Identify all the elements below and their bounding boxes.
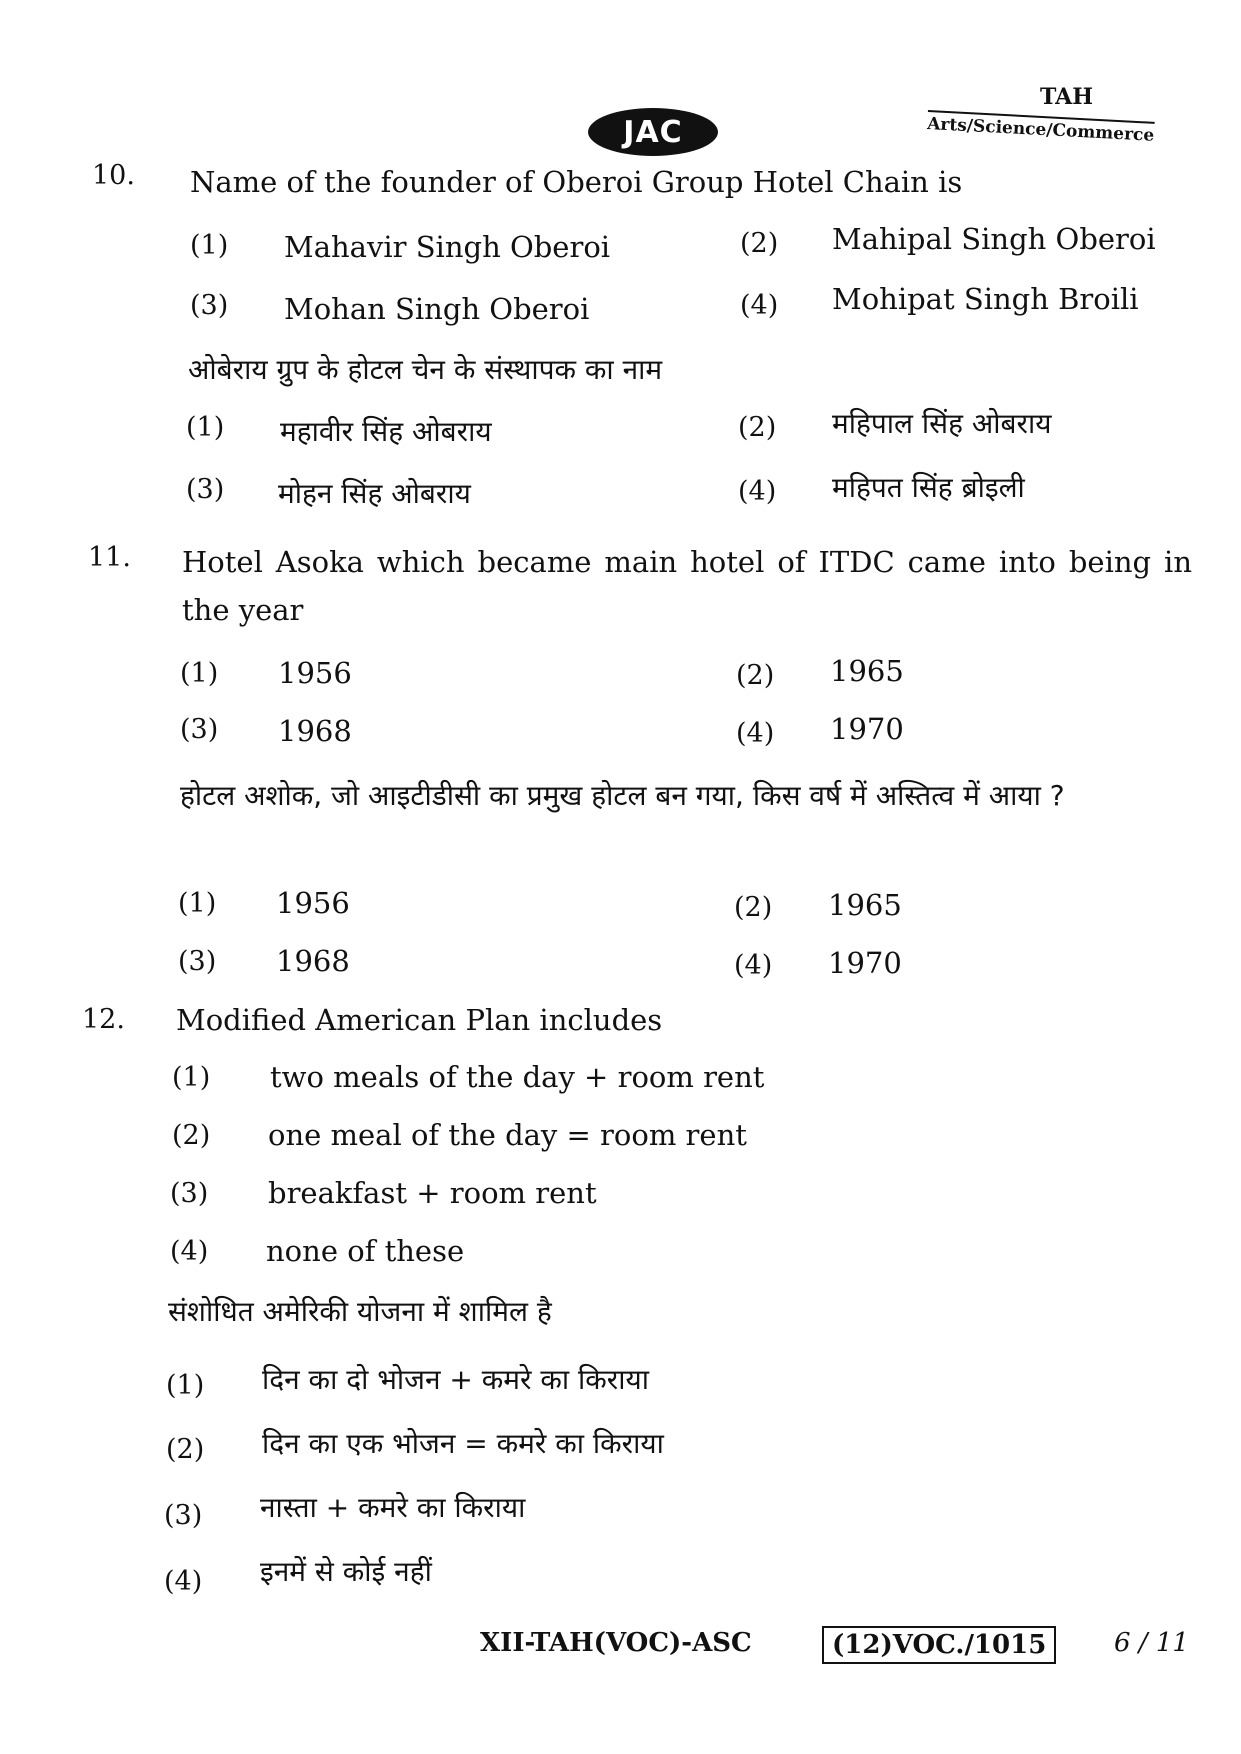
- q12-en-option-4-number: (4): [170, 1236, 209, 1267]
- q12-hi-option-4-text: इनमें से कोई नहीं: [260, 1555, 432, 1588]
- q12-hi-option-2-number: (2): [166, 1434, 205, 1465]
- question-12-text-hi: संशोधित अमेरिकी योजना में शामिल है: [168, 1295, 552, 1328]
- q10-hi-option-2-number: (2): [738, 412, 777, 443]
- q10-hi-option-4-number: (4): [738, 476, 777, 507]
- jac-logo: [588, 108, 718, 156]
- q12-hi-option-1-number: (1): [166, 1370, 205, 1401]
- question-11-text-en: Hotel Asoka which became main hotel of ITDC came into being in the year: [182, 545, 1192, 627]
- q11-hi-option-3-text: 1968: [276, 944, 350, 978]
- q11-hi-option-1-number: (1): [178, 888, 217, 919]
- q12-en-option-4-text: none of these: [266, 1234, 465, 1268]
- logo-text: JAC: [623, 114, 683, 150]
- question-10-text-hi: ओबेराय ग्रुप के होटल चेन के संस्थापक का नाम: [188, 353, 663, 386]
- streams-label: Arts/Science/Commerce: [927, 110, 1155, 146]
- q10-en-option-3-number: (3): [190, 290, 229, 321]
- q11-en-option-1-number: (1): [180, 658, 219, 689]
- q11-hi-option-4-text: 1970: [828, 946, 902, 980]
- q11-en-option-2-number: (2): [736, 660, 775, 691]
- q11-hi-option-1-text: 1956: [276, 886, 350, 920]
- q10-en-option-2-number: (2): [740, 228, 779, 259]
- q11-en-option-4-text: 1970: [830, 712, 904, 746]
- q11-hi-option-2-text: 1965: [828, 888, 902, 922]
- q10-en-option-2-text: Mahipal Singh Oberoi: [832, 222, 1156, 256]
- q11-hi-option-2-number: (2): [734, 892, 773, 923]
- q12-en-option-2-number: (2): [172, 1120, 211, 1151]
- paper-code-box: (12)VOC./1015: [822, 1626, 1056, 1664]
- q10-hi-option-1-text: महावीर सिंह ओबराय: [280, 415, 492, 448]
- q10-hi-option-3-number: (3): [186, 474, 225, 505]
- q10-en-option-4-number: (4): [740, 290, 779, 321]
- q12-hi-option-3-text: नास्ता + कमरे का किराया: [260, 1491, 526, 1524]
- question-10-text-en: Name of the founder of Oberoi Group Hotel Chain is: [190, 165, 963, 199]
- q12-en-option-3-number: (3): [170, 1178, 209, 1209]
- q11-hi-option-4-number: (4): [734, 950, 773, 981]
- question-11-number: 11.: [88, 542, 131, 573]
- q11-en-option-3-text: 1968: [278, 714, 352, 748]
- q10-en-option-1-text: Mahavir Singh Oberoi: [284, 230, 611, 264]
- question-11-text-hi: होटल अशोक, जो आइटीडीसी का प्रमुख होटल बन गया, किस वर्ष में अस्तित्व में आया ?: [180, 779, 1065, 812]
- q12-hi-option-1-text: दिन का दो भोजन + कमरे का किराया: [262, 1363, 649, 1396]
- q12-en-option-3-text: breakfast + room rent: [268, 1176, 597, 1210]
- q10-hi-option-3-text: मोहन सिंह ओबराय: [278, 477, 471, 510]
- q10-en-option-1-number: (1): [190, 230, 229, 261]
- q12-hi-option-4-number: (4): [164, 1566, 203, 1597]
- q12-en-option-2-text: one meal of the day = room rent: [268, 1118, 747, 1152]
- q11-en-option-1-text: 1956: [278, 656, 352, 690]
- question-10-number: 10.: [92, 160, 135, 191]
- question-12-number: 12.: [82, 1004, 125, 1035]
- q11-en-option-3-number: (3): [180, 714, 219, 745]
- q10-en-option-4-text: Mohipat Singh Broili: [832, 282, 1139, 316]
- q10-hi-option-4-text: महिपत सिंह ब्रोइली: [832, 471, 1025, 504]
- q10-hi-option-1-number: (1): [186, 412, 225, 443]
- q12-en-option-1-number: (1): [172, 1062, 211, 1093]
- q12-hi-option-2-text: दिन का एक भोजन = कमरे का किराया: [262, 1427, 664, 1460]
- q11-hi-option-3-number: (3): [178, 946, 217, 977]
- q10-en-option-3-text: Mohan Singh Oberoi: [284, 292, 590, 326]
- subject-code: TAH: [1040, 84, 1094, 110]
- q12-en-option-1-text: two meals of the day + room rent: [270, 1060, 765, 1094]
- exam-code: XII-TAH(VOC)-ASC: [480, 1628, 752, 1658]
- q12-hi-option-3-number: (3): [164, 1500, 203, 1531]
- q11-en-option-2-text: 1965: [830, 654, 904, 688]
- question-12-text-en: Modified American Plan includes: [176, 1003, 663, 1037]
- q10-hi-option-2-text: महिपाल सिंह ओबराय: [832, 407, 1052, 440]
- page-number: 6 / 11: [1114, 1628, 1189, 1658]
- q11-en-option-4-number: (4): [736, 718, 775, 749]
